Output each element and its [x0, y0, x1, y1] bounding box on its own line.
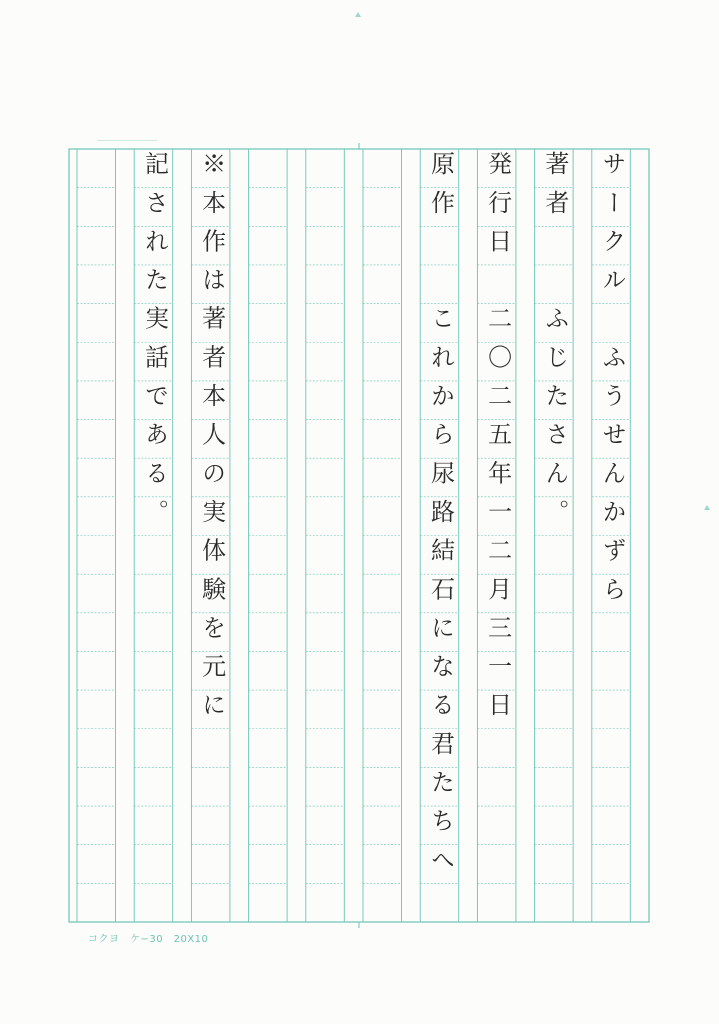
note-column-1: ※本作は著者本人の実体験を元に — [197, 151, 226, 731]
author-column: 著者 ふじたさん。 — [540, 151, 569, 538]
paper-brand-footer: コクヨ ケ−30 20X10 — [88, 934, 209, 945]
note-column-2: 記された実話である。 — [140, 151, 169, 538]
publish-date-column: 発行日 二〇二五年一二月三一日 — [483, 151, 512, 731]
original-work-column: 原作 これから尿路結石になる君たちへ — [426, 151, 455, 886]
title-column: サークル ふうせんかずら — [598, 151, 627, 615]
